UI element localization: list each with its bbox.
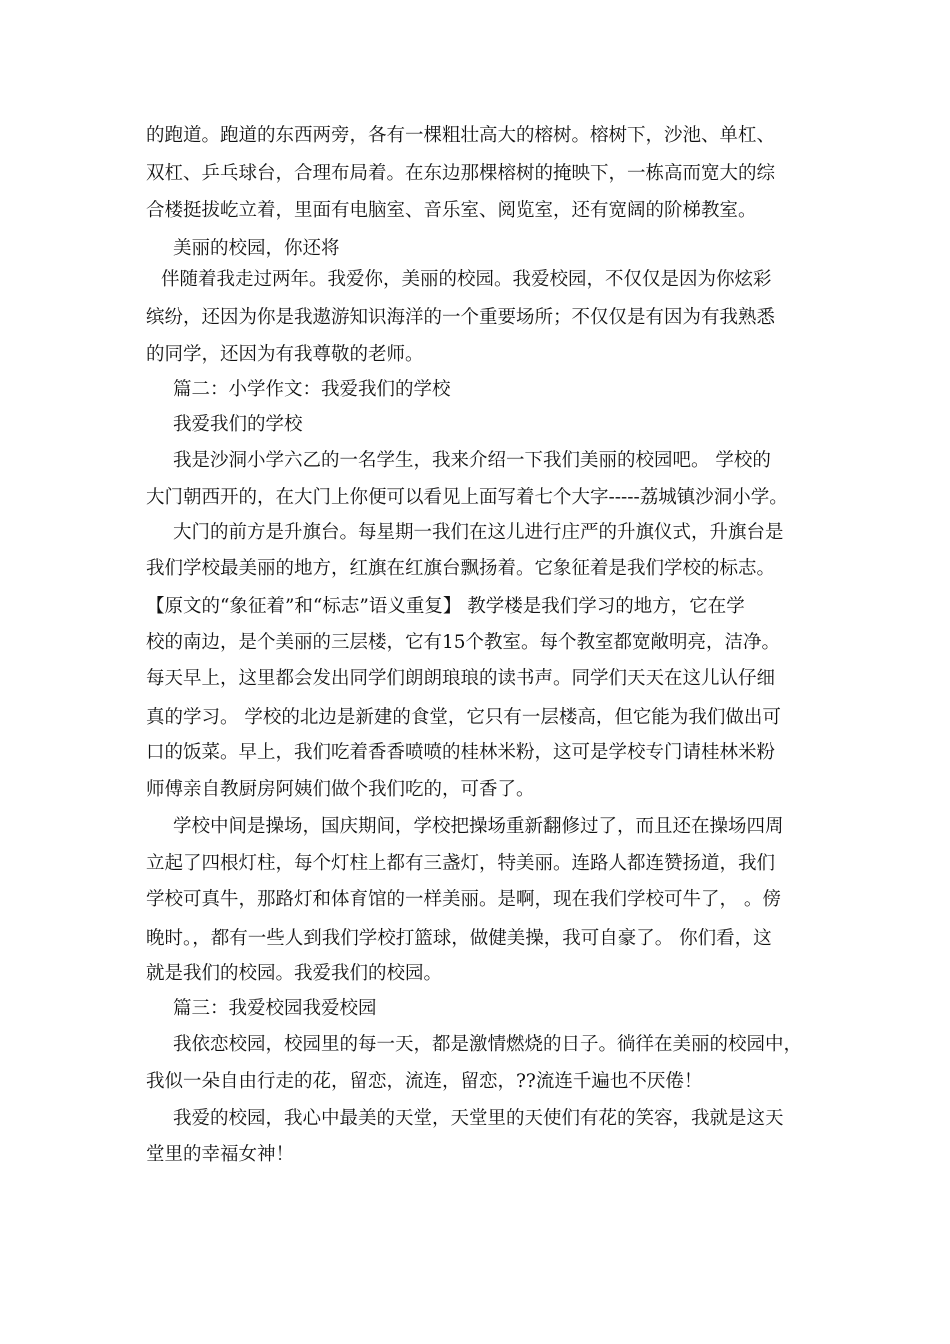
text-line: 双杠、乒乓球台，合理布局着。在东边那棵榕树的掩映下，一栋高而宽大的综 — [146, 163, 776, 184]
text-line: 真的学习。 学校的北边是新建的食堂，它只有一层楼高，但它能为我们做出可 — [146, 707, 781, 728]
section-heading: 篇三：我爱校园我爱校园 — [173, 998, 377, 1019]
text-line: 我是沙洞小学六乙的一名学生，我来介绍一下我们美丽的校园吧。 学校的 — [173, 450, 771, 471]
essay-title: 我爱我们的学校 — [173, 414, 303, 435]
text-line: 的跑道。跑道的东西两旁，各有一棵粗壮高大的榕树。榕树下，沙池、单杠、 — [146, 125, 776, 146]
text-line: 学校中间是操场，国庆期间，学校把操场重新翻修过了，而且还在操场四周 — [173, 816, 784, 837]
text-line: 校的南边，是个美丽的三层楼，它有15个教室。每个教室都宽敞明亮，洁净。 — [146, 632, 781, 653]
text-line: 大门的前方是升旗台。每星期一我们在这儿进行庄严的升旗仪式，升旗台是 — [173, 522, 784, 543]
text-line: 我依恋校园，校园里的每一天，都是激情燃烧的日子。徜徉在美丽的校园中， — [173, 1034, 803, 1055]
text-line: 堂里的幸福女神！ — [146, 1144, 295, 1165]
text-line: 我们学校最美丽的地方，红旗在红旗台飘扬着。它象征着是我们学校的标志。 — [146, 558, 776, 579]
text-line: 伴随着我走过两年。我爱你，美丽的校园。我爱校园，不仅仅是因为你炫彩 — [161, 269, 772, 290]
text-line: 每天早上，这里都会发出同学们朗朗琅琅的读书声。同学们天天在这儿认仔细 — [146, 668, 776, 689]
text-line: 晚时。，都有一些人到我们学校打篮球，做健美操，我可自豪了。 你们看，这 — [146, 928, 772, 949]
text-line: 合楼挺拔屹立着，里面有电脑室、音乐室、阅览室，还有宽阔的阶梯教室。 — [146, 200, 757, 221]
text-line: 口的饭菜。早上，我们吃着香香喷喷的桂林米粉，这可是学校专门请桂林米粉 — [146, 742, 776, 763]
text-line: 就是我们的校园。我爱我们的校园。 — [146, 963, 443, 984]
text-line: 师傅亲自教厨房阿姨们做个我们吃的，可香了。 — [146, 779, 535, 800]
text-line: 大门朝西开的，在大门上你便可以看见上面写着七个大字-----荔城镇沙洞小学。 — [146, 487, 788, 508]
text-line: 我爱的校园，我心中最美的天堂，天堂里的天使们有花的笑容，我就是这天 — [173, 1108, 784, 1129]
section-heading: 篇二：小学作文：我爱我们的学校 — [173, 379, 451, 400]
text-line: 【原文的“象征着”和“标志”语义重复】 教学楼是我们学习的地方，它在学 — [146, 596, 745, 617]
text-line: 我似一朵自由行走的花，留恋，流连，留恋，??流连千遍也不厌倦！ — [146, 1071, 703, 1092]
text-line: 缤纷，还因为你是我遨游知识海洋的一个重要场所；不仅仅是有因为有我熟悉 — [146, 307, 776, 328]
text-line: 立起了四根灯柱，每个灯柱上都有三盏灯，特美丽。连路人都连赞扬道，我们 — [146, 853, 776, 874]
text-line: 学校可真牛，那路灯和体育馆的一样美丽。是啊，现在我们学校可牛了， 。傍 — [146, 889, 781, 910]
text-line: 美丽的校园，你还将 — [173, 238, 340, 259]
text-line: 的同学，还因为有我尊敬的老师。 — [146, 344, 424, 365]
